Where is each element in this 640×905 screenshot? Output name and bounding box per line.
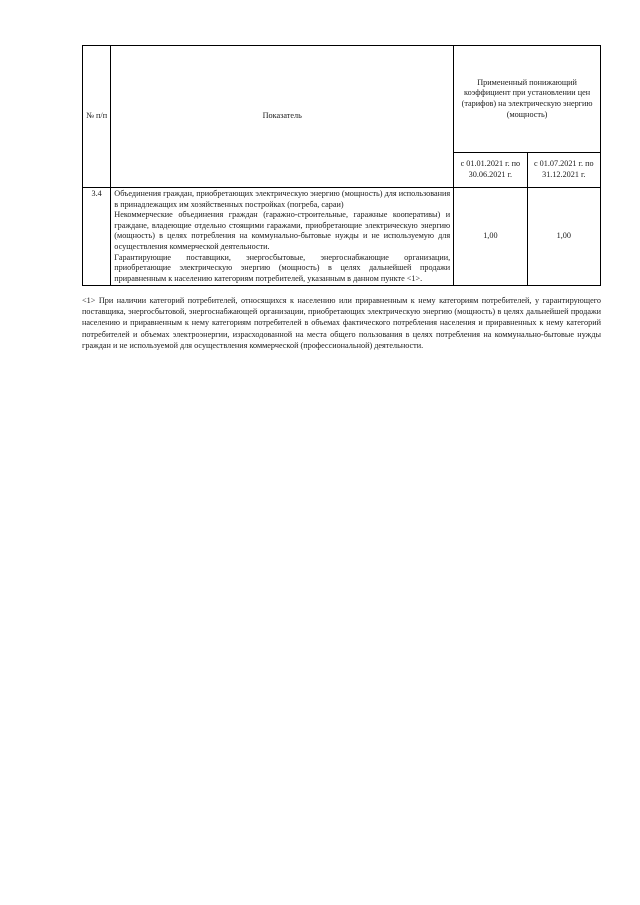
indicator-paragraph: Некоммерческие объединения граждан (гаражно-строительные, гаражные кооперативы) и граждане, владеющие отдельно стоящими гаражами, приобретающие электрическую энергию (мощность) в целях потребления на коммунально-бытовые нужды и не используемую для осуществления коммерческой деятельности. <box>114 210 451 251</box>
header-num: № п/п <box>83 46 111 188</box>
header-coefficient: Примененный понижающий коэффициент при установлении цен (тарифов) на электрическую энергию (мощность) <box>454 46 601 153</box>
row-value-period-2: 1,00 <box>527 188 600 286</box>
row-value-period-1: 1,00 <box>454 188 527 286</box>
footnote: <1> При наличии категорий потребителей, относящихся к населению или приравненным к нему категориям потребителей, у гарантирующего поставщика, энергосбытовой, энергоснабжающей организации, приобретающих электрическую энергию (мощность) в целях дальнейшей продажи населению и приравненным к нему категориям потребителей в объемах фактического потребления населения и приравненных к нему категорий потребителей и объемах электроэнергии, израсходованной на места общего пользования в целях потребления на коммунально-бытовые нужды граждан и не используемой для осуществления коммерческой (профессиональной) деятельности. <box>82 296 601 350</box>
row-indicator <box>111 188 454 286</box>
row-num: 3.4 <box>83 188 111 286</box>
indicator-paragraph: Гарантирующие поставщики, энергосбытовые, энергоснабжающие организации, приобретающие электрическую энергию (мощность) в целях дальнейшей продажи приравненным к населению категориям потребителей, указанным в данном пункте <1>. <box>114 252 451 283</box>
header-period-2: с 01.07.2021 г. по 31.12.2021 г. <box>527 153 600 188</box>
table-header-row <box>83 46 601 153</box>
header-period-1: с 01.01.2021 г. по 30.06.2021 г. <box>454 153 527 188</box>
header-indicator: Показатель <box>111 46 454 188</box>
table-row <box>83 188 601 286</box>
indicator-paragraph: Объединения граждан, приобретающих электрическую энергию (мощность) для использования в принадлежащих им хозяйственных постройках (погреба, сараи) <box>114 189 451 209</box>
tariff-coefficient-table <box>82 45 601 286</box>
